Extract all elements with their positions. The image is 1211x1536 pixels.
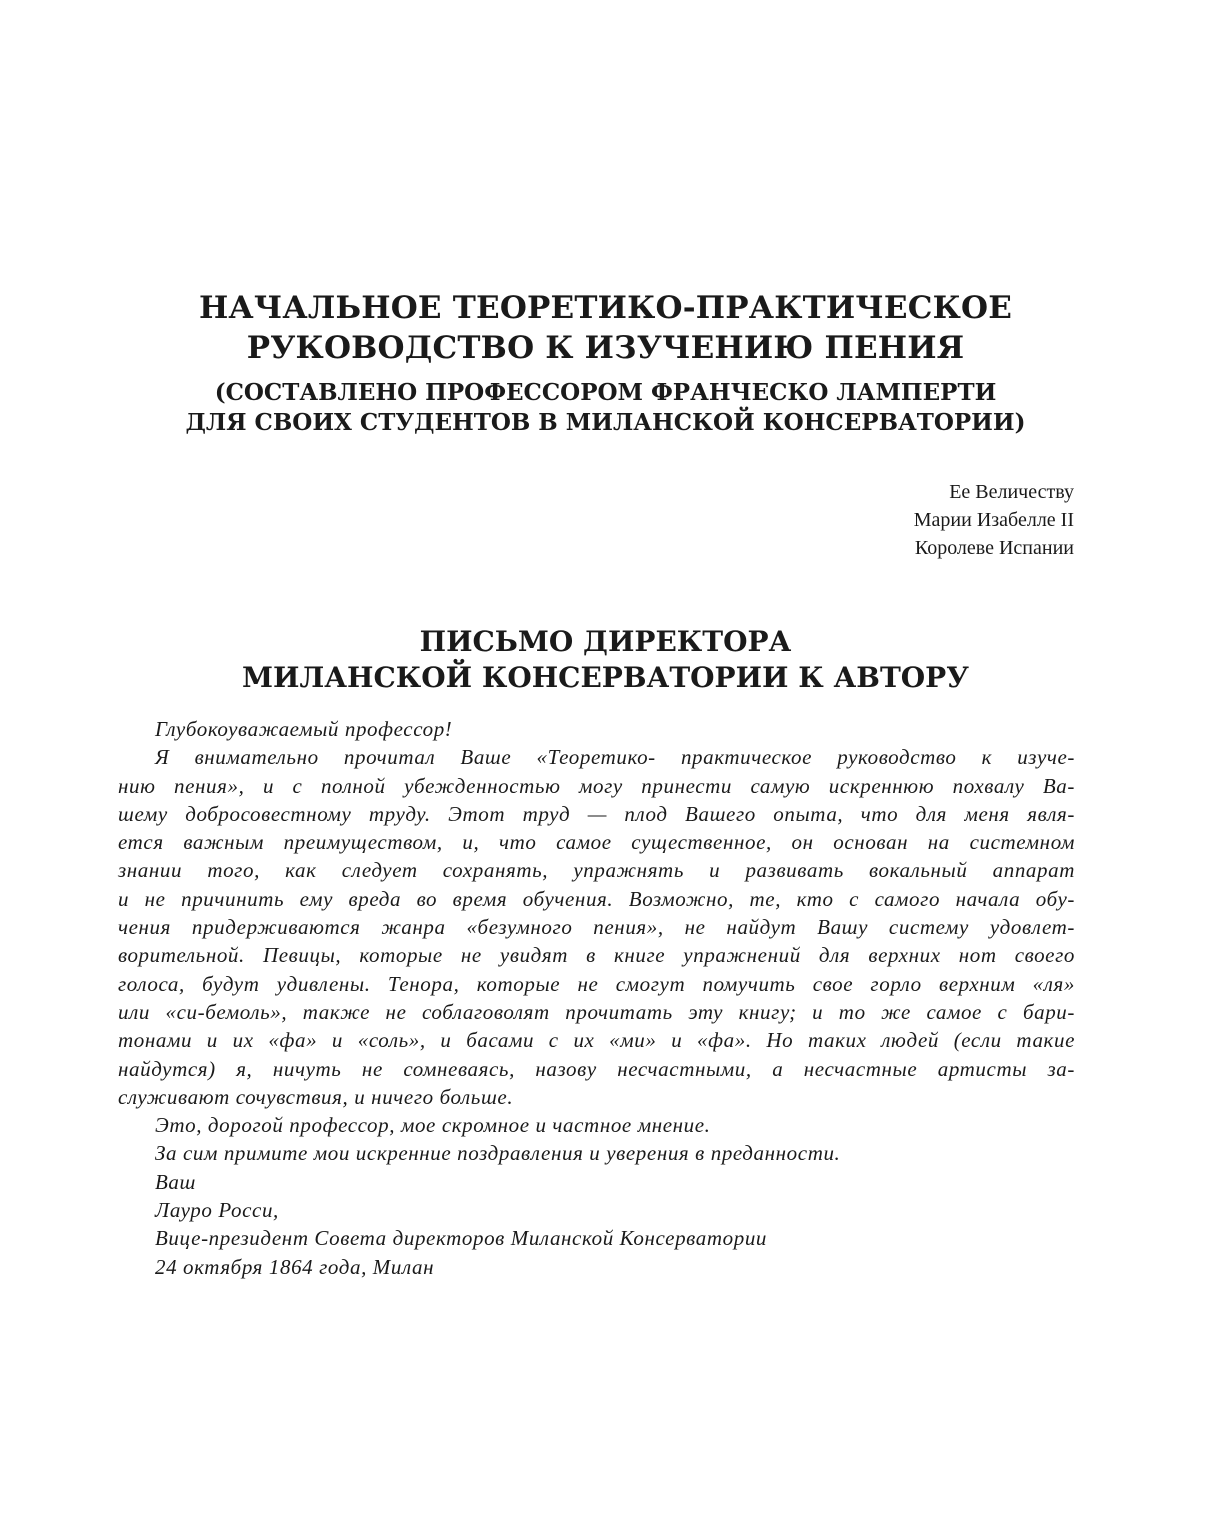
book-title (0, 288, 1211, 368)
letter-line: знании того, как следует сохранять, упражнять и развивать вокальный аппарат (118, 858, 1075, 883)
letter-line: нию пения», и с полной убежденностью могу принести самую искреннюю похвалу Ва- (118, 773, 1075, 798)
letter-line: чения придерживаются жанра «безумного пения», не найдут Вашу систему удовлет- (118, 915, 1075, 940)
book-subtitle-line-2: ДЛЯ СВОИХ СТУДЕНТОВ В МИЛАНСКОЙ КОНСЕРВАТОРИИ) (185, 409, 1026, 436)
letter-line: Я внимательно прочитал Ваше «Теоретико- практическое руководство к изуче- (155, 745, 1075, 770)
letter-closing: За сим примите мои искренние поздравления и уверения в преданности. (155, 1141, 841, 1166)
letter-line: и не причинить ему вреда во время обучения. Возможно, те, кто с самого начала обу- (118, 886, 1075, 911)
book-title-line-1: НАЧАЛЬНОЕ ТЕОРЕТИКО-ПРАКТИЧЕСКОЕ (198, 290, 1013, 326)
letter-line: или «си-бемоль», также не соблаговолят прочитать эту книгу; и то же самое с бари- (118, 999, 1075, 1024)
letter-date: 24 октября 1864 года, Милан (155, 1254, 435, 1279)
letter-line: голоса, будут удивлены. Тенора, которые не смогут помучить свое горло верхним «ля» (118, 971, 1075, 996)
dedication-line-3: Королеве Испании (914, 537, 1074, 559)
letter-title (0, 624, 1211, 696)
letter-line: ется важным преимуществом, и, что самое существенное, он основан на системном (118, 830, 1075, 855)
signer-name: Лауро Росси, (155, 1198, 279, 1223)
dedication (914, 478, 1074, 562)
signer-title: Вице-президент Совета директоров Миланской Консерватории (155, 1226, 768, 1251)
book-subtitle (0, 378, 1211, 438)
letter-title-line-1: ПИСЬМО ДИРЕКТОРА (419, 625, 792, 658)
dedication-line-2: Марии Изабелле II (913, 509, 1074, 531)
dedication-line-1: Ее Величеству (949, 481, 1074, 503)
book-subtitle-line-1: (СОСТАВЛЕНО ПРОФЕССОРОМ ФРАНЧЕСКО ЛАМПЕРТИ (214, 379, 997, 406)
book-title-line-2: РУКОВОДСТВО К ИЗУЧЕНИЮ ПЕНИЯ (246, 330, 965, 366)
letter-greeting: Глубокоуважаемый профессор! (155, 717, 453, 741)
letter-line: служивают сочувствия, и ничего больше. (118, 1084, 514, 1109)
letter-body (118, 715, 1075, 1281)
letter-sign-off: Ваш (155, 1169, 196, 1194)
letter-line: ворительной. Певицы, которые не увидят в книге упражнений для верхних нот своего (118, 943, 1075, 968)
letter-line: тонами и их «фа» и «соль», и басами с их «ми» и «фа». Но таких людей (если такие (118, 1028, 1075, 1053)
letter-line: шему добросовестному труду. Этот труд — плод Вашего опыта, что для меня явля- (118, 801, 1075, 826)
letter-opinion: Это, дорогой профессор, мое скромное и частное мнение. (155, 1113, 711, 1138)
letter-title-line-2: МИЛАНСКОЙ КОНСЕРВАТОРИИ К АВТОРУ (242, 661, 969, 694)
letter-line: найдутся) я, ничуть не сомневаясь, назову несчастными, а несчастные артисты за- (118, 1056, 1075, 1081)
